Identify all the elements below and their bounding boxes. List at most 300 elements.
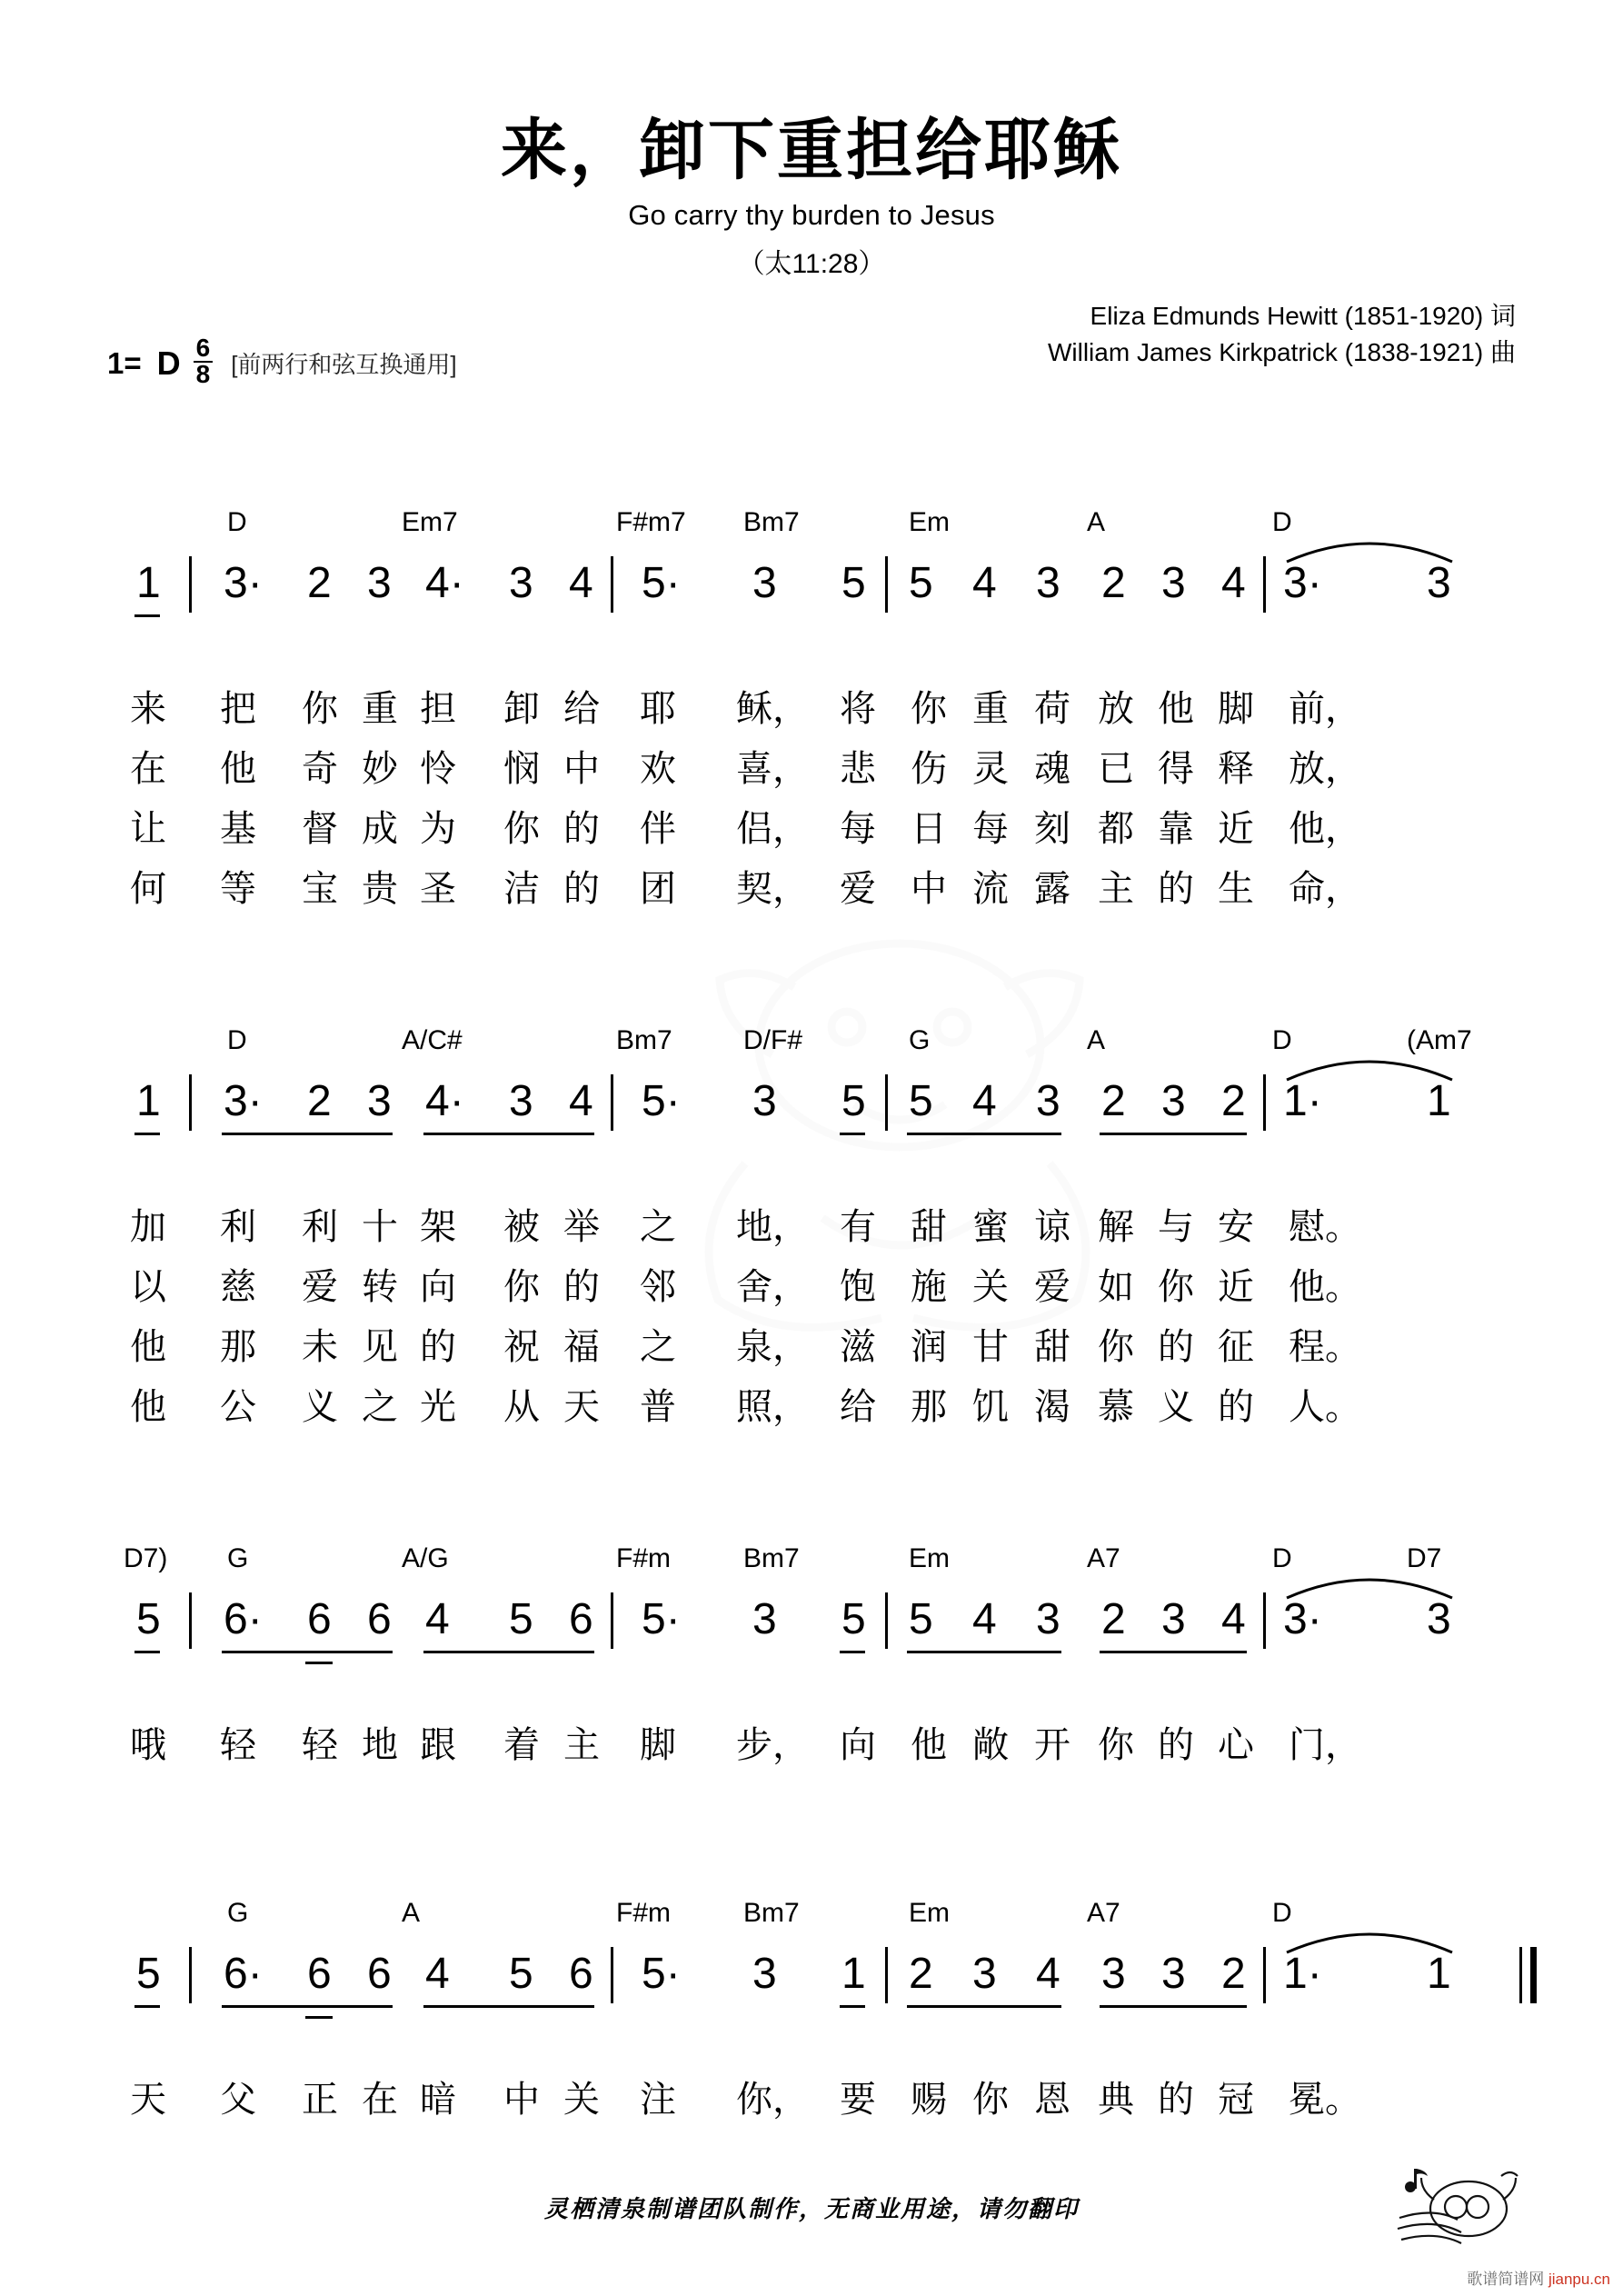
lyric-char: 贵 bbox=[362, 869, 398, 909]
note: 3 bbox=[1427, 1595, 1451, 1643]
lyric-char: 义 bbox=[302, 1387, 338, 1427]
lyric-char: 流 bbox=[972, 869, 1009, 909]
chord-symbol: D bbox=[1272, 1898, 1292, 1928]
chord-symbol: F#m bbox=[616, 1898, 671, 1928]
chord-symbol: Bm7 bbox=[616, 1025, 672, 1055]
beam-underline bbox=[907, 1133, 1061, 1135]
site-label: 歌谱简谱网 bbox=[1467, 2271, 1545, 2288]
chord-symbol: D bbox=[1272, 507, 1292, 537]
lyric-char: 甜 bbox=[1034, 1327, 1070, 1367]
lyric-char: 门， bbox=[1289, 1725, 1361, 1765]
chord-symbol: D/F# bbox=[743, 1025, 803, 1055]
lyric-char: 伴 bbox=[640, 809, 676, 849]
lyric-char: 祝 bbox=[503, 1327, 540, 1367]
lyric-char: 哦 bbox=[130, 1725, 166, 1765]
lyric-char: 魂 bbox=[1034, 749, 1070, 789]
note: 6· bbox=[224, 1595, 263, 1643]
lyric-char: 你 bbox=[503, 1267, 540, 1307]
beam-underline bbox=[907, 2005, 1061, 2008]
note: 5 bbox=[909, 1077, 933, 1125]
note: 2 bbox=[1101, 559, 1126, 607]
lyric-char: 父 bbox=[220, 2080, 256, 2120]
beam-underline-second bbox=[305, 1662, 333, 1664]
lyric-char: 圣 bbox=[420, 869, 456, 909]
beam-underline bbox=[423, 1133, 594, 1135]
chord-symbol: (Am7 bbox=[1407, 1025, 1472, 1055]
time-signature-numerator: 6 bbox=[195, 334, 211, 362]
lyric-char: 洁 bbox=[503, 869, 540, 909]
chord-symbol: G bbox=[909, 1025, 931, 1055]
lyric-char: 天 bbox=[563, 1387, 600, 1427]
lyric-char: 脚 bbox=[640, 1725, 676, 1765]
lyric-char: 已 bbox=[1098, 749, 1134, 789]
sheep-watermark-icon bbox=[636, 891, 1145, 1400]
barline bbox=[1263, 1074, 1266, 1131]
note: 4 bbox=[1221, 1595, 1246, 1643]
chord-symbol: G bbox=[227, 1898, 249, 1928]
note: 1 bbox=[841, 1950, 866, 1998]
site-watermark-credit bbox=[1467, 2266, 1610, 2289]
lyric-char: 步， bbox=[736, 1725, 809, 1765]
lyric-char: 程。 bbox=[1289, 1327, 1361, 1367]
barline bbox=[885, 1074, 888, 1131]
chord-symbol: D bbox=[1272, 1025, 1292, 1055]
lyric-char: 那 bbox=[911, 1387, 947, 1427]
lyric-char: 的 bbox=[1158, 869, 1194, 909]
key-and-time-signature bbox=[107, 334, 457, 389]
lyric-char: 地， bbox=[736, 1207, 809, 1247]
lyric-char: 慈 bbox=[220, 1267, 256, 1307]
lyric-char: 公 bbox=[220, 1387, 256, 1427]
lyric-char: 甘 bbox=[972, 1327, 1009, 1367]
lyric-char: 见 bbox=[362, 1327, 398, 1367]
note: 6 bbox=[569, 1595, 593, 1643]
note: 4 bbox=[972, 1595, 997, 1643]
pickup-note: 1 bbox=[136, 559, 161, 607]
beam-underline bbox=[1100, 2005, 1247, 2008]
lyric-char: 主 bbox=[563, 1725, 600, 1765]
lyric-char: 义 bbox=[1158, 1387, 1194, 1427]
chord-usage-note: [前两行和弦互换通用] bbox=[231, 351, 457, 379]
lyric-char: 爱 bbox=[1034, 1267, 1070, 1307]
page-title: 来，卸下重担给耶稣 bbox=[501, 114, 1122, 187]
lyric-char: 将 bbox=[840, 689, 876, 729]
lyric-char: 解 bbox=[1098, 1207, 1134, 1247]
lyric-char: 轻 bbox=[302, 1725, 338, 1765]
lyric-char: 蜜 bbox=[972, 1207, 1009, 1247]
lyric-char: 利 bbox=[302, 1207, 338, 1247]
lyric-char: 向 bbox=[420, 1267, 456, 1307]
lyric-char: 每 bbox=[840, 809, 876, 849]
lyric-char: 被 bbox=[503, 1207, 540, 1247]
note: 4 bbox=[569, 1077, 593, 1125]
lyric-char: 正 bbox=[302, 2080, 338, 2120]
chord-symbol: D bbox=[227, 1025, 247, 1055]
copyright-note: 灵栖清泉制谱团队制作，无商业用途，请勿翻印 bbox=[543, 2196, 1079, 2222]
lyric-char: 开 bbox=[1034, 1725, 1070, 1765]
lyric-char: 谅 bbox=[1034, 1207, 1070, 1247]
lyric-char: 关 bbox=[563, 2080, 600, 2120]
beam-underline bbox=[222, 1133, 393, 1135]
note: 3 bbox=[509, 1077, 533, 1125]
note: 6 bbox=[367, 1595, 392, 1643]
lyric-char: 架 bbox=[420, 1207, 456, 1247]
key-prefix: 1= bbox=[107, 345, 142, 380]
lyric-char: 团 bbox=[640, 869, 676, 909]
lyric-char: 如 bbox=[1098, 1267, 1134, 1307]
chord-symbol: Bm7 bbox=[743, 507, 800, 537]
lyric-char: 把 bbox=[220, 689, 256, 729]
lyric-char: 未 bbox=[302, 1327, 338, 1367]
note: 5· bbox=[642, 1077, 681, 1125]
note: 3 bbox=[1161, 559, 1186, 607]
lyric-char: 轻 bbox=[220, 1725, 256, 1765]
note: 4 bbox=[425, 1595, 450, 1643]
lyric-char: 释 bbox=[1218, 749, 1254, 789]
lyric-char: 督 bbox=[302, 809, 338, 849]
lyric-char: 地 bbox=[362, 1725, 398, 1765]
note: 3 bbox=[1161, 1595, 1186, 1643]
lyric-char: 耶 bbox=[640, 689, 676, 729]
lyric-char: 刻 bbox=[1034, 809, 1070, 849]
lyric-char: 的 bbox=[1158, 1725, 1194, 1765]
lyric-char: 悲 bbox=[840, 749, 876, 789]
lyric-char: 每 bbox=[972, 809, 1009, 849]
chord-symbol: Em bbox=[909, 1543, 950, 1573]
lyric-char: 伤 bbox=[911, 749, 947, 789]
barline bbox=[189, 1074, 192, 1131]
lyric-char: 安 bbox=[1218, 1207, 1254, 1247]
lyric-char: 注 bbox=[640, 2080, 676, 2120]
lyric-char: 放 bbox=[1098, 689, 1134, 729]
beam-underline bbox=[134, 614, 160, 617]
lyric-char: 暗 bbox=[420, 2080, 456, 2120]
lyric-char: 的 bbox=[563, 1267, 600, 1307]
chord-symbol: Em bbox=[909, 507, 950, 537]
lyric-char: 你 bbox=[1098, 1327, 1134, 1367]
note: 5 bbox=[841, 1077, 866, 1125]
beam-underline bbox=[1100, 1651, 1247, 1653]
lyric-char: 近 bbox=[1218, 1267, 1254, 1307]
lyric-char: 爱 bbox=[840, 869, 876, 909]
note: 3 bbox=[752, 1077, 777, 1125]
lyric-char: 天 bbox=[130, 2080, 166, 2120]
note: 2 bbox=[1101, 1595, 1126, 1643]
lyric-char: 赐 bbox=[911, 2080, 947, 2120]
lyric-char: 你， bbox=[736, 2080, 809, 2120]
note: 2 bbox=[1101, 1077, 1126, 1125]
lyric-char: 之 bbox=[362, 1387, 398, 1427]
lyric-char: 让 bbox=[130, 809, 166, 849]
note: 5 bbox=[509, 1595, 533, 1643]
lyric-char: 向 bbox=[840, 1725, 876, 1765]
note: 3 bbox=[1427, 559, 1451, 607]
lyric-char: 典 bbox=[1098, 2080, 1134, 2120]
lyric-char: 来 bbox=[130, 689, 166, 729]
lyric-char: 你 bbox=[503, 809, 540, 849]
lyric-char: 之 bbox=[640, 1327, 676, 1367]
lyric-char: 甜 bbox=[911, 1207, 947, 1247]
final-barline-thick bbox=[1530, 1947, 1537, 2003]
lyric-char: 利 bbox=[220, 1207, 256, 1247]
note: 3 bbox=[1101, 1950, 1126, 1998]
note: 3· bbox=[224, 559, 263, 607]
lyric-char: 命， bbox=[1289, 869, 1361, 909]
pickup-note: 5 bbox=[136, 1950, 161, 1998]
beam-underline-second bbox=[305, 2016, 333, 2019]
lyric-char: 侣， bbox=[736, 809, 809, 849]
note: 3· bbox=[224, 1077, 263, 1125]
note: 5 bbox=[841, 559, 866, 607]
lyric-char: 渴 bbox=[1034, 1387, 1070, 1427]
chord-symbol: A/C# bbox=[402, 1025, 463, 1055]
chord-symbol: D bbox=[1272, 1543, 1292, 1573]
lyric-char: 担 bbox=[420, 689, 456, 729]
barline bbox=[1263, 556, 1266, 613]
lyric-char: 灵 bbox=[972, 749, 1009, 789]
lyric-char: 奇 bbox=[302, 749, 338, 789]
beam-underline bbox=[840, 1651, 865, 1653]
lyric-char: 他 bbox=[130, 1327, 166, 1367]
note: 6· bbox=[224, 1950, 263, 1998]
beam-underline bbox=[423, 1651, 594, 1653]
lyric-char: 他 bbox=[220, 749, 256, 789]
lyric-char: 邻 bbox=[640, 1267, 676, 1307]
chord-symbol: Em bbox=[909, 1898, 950, 1928]
beam-underline bbox=[423, 2005, 594, 2008]
barline bbox=[189, 556, 192, 613]
note: 1 bbox=[1427, 1950, 1451, 1998]
lyric-char: 靠 bbox=[1158, 809, 1194, 849]
note: 3 bbox=[752, 559, 777, 607]
barline bbox=[611, 1074, 613, 1131]
beam-underline bbox=[222, 2005, 393, 2008]
note: 2 bbox=[1221, 1077, 1246, 1125]
lyric-char: 冠 bbox=[1218, 2080, 1254, 2120]
lyric-char: 卸 bbox=[503, 689, 540, 729]
chord-symbol-continuation: D7) bbox=[124, 1543, 168, 1573]
lyric-char: 都 bbox=[1098, 809, 1134, 849]
barline bbox=[611, 556, 613, 613]
lyric-char: 中 bbox=[911, 869, 947, 909]
credits bbox=[1048, 298, 1516, 371]
barline bbox=[611, 1592, 613, 1649]
barline bbox=[885, 1592, 888, 1649]
lyric-char: 的 bbox=[1218, 1387, 1254, 1427]
note: 4 bbox=[1036, 1950, 1060, 1998]
lyric-char: 近 bbox=[1218, 809, 1254, 849]
lyric-char: 光 bbox=[420, 1387, 456, 1427]
lyric-char: 的 bbox=[1158, 1327, 1194, 1367]
chord-symbol: A bbox=[402, 1898, 421, 1928]
barline bbox=[189, 1592, 192, 1649]
lyric-char: 冕。 bbox=[1289, 2080, 1361, 2120]
lyric-char: 何 bbox=[130, 869, 166, 909]
lyric-char: 的 bbox=[1158, 2080, 1194, 2120]
lyric-char: 中 bbox=[503, 2080, 540, 2120]
lyricist-credit: Eliza Edmunds Hewitt (1851-1920) 词 bbox=[1090, 302, 1516, 330]
sheep-stamp-icon bbox=[1390, 2161, 1527, 2261]
lyric-char: 照， bbox=[736, 1387, 809, 1427]
lyric-char: 的 bbox=[563, 809, 600, 849]
lyric-char: 与 bbox=[1158, 1207, 1194, 1247]
lyric-char: 慕 bbox=[1098, 1387, 1134, 1427]
lyric-char: 跟 bbox=[420, 1725, 456, 1765]
lyric-char: 你 bbox=[1158, 1267, 1194, 1307]
lyric-char: 他 bbox=[911, 1725, 947, 1765]
note: 6 bbox=[307, 1595, 332, 1643]
lyric-char: 爱 bbox=[302, 1267, 338, 1307]
note: 3 bbox=[752, 1950, 777, 1998]
note: 3 bbox=[367, 1077, 392, 1125]
lyric-char: 你 bbox=[972, 2080, 1009, 2120]
note: 1 bbox=[1427, 1077, 1451, 1125]
chord-symbol: G bbox=[227, 1543, 249, 1573]
lyric-char: 泉， bbox=[736, 1327, 809, 1367]
note: 1· bbox=[1283, 1950, 1322, 1998]
lyric-char: 欢 bbox=[640, 749, 676, 789]
chord-symbol: A7 bbox=[1087, 1543, 1120, 1573]
final-barline-thin bbox=[1519, 1947, 1522, 2003]
note: 2 bbox=[307, 559, 332, 607]
lyric-char: 恩 bbox=[1034, 2080, 1070, 2120]
lyric-char: 生 bbox=[1218, 869, 1254, 909]
lyric-char: 稣， bbox=[736, 689, 809, 729]
note: 1· bbox=[1283, 1077, 1322, 1125]
lyric-char: 基 bbox=[220, 809, 256, 849]
lyric-char: 你 bbox=[911, 689, 947, 729]
lyric-char: 你 bbox=[302, 689, 338, 729]
note: 5 bbox=[841, 1595, 866, 1643]
lyric-char: 加 bbox=[130, 1207, 166, 1247]
lyric-char: 福 bbox=[563, 1327, 600, 1367]
note: 5 bbox=[909, 559, 933, 607]
note: 3· bbox=[1283, 1595, 1322, 1643]
lyric-char: 舍， bbox=[736, 1267, 809, 1307]
lyric-char: 重 bbox=[362, 689, 398, 729]
note: 4 bbox=[972, 559, 997, 607]
lyric-char: 饥 bbox=[972, 1387, 1009, 1427]
lyric-char: 关 bbox=[972, 1267, 1009, 1307]
beam-underline bbox=[222, 1651, 393, 1653]
note: 3 bbox=[752, 1595, 777, 1643]
lyric-char: 从 bbox=[503, 1387, 540, 1427]
lyric-char: 他。 bbox=[1289, 1267, 1361, 1307]
note: 2 bbox=[1221, 1950, 1246, 1998]
page-subtitle-english: Go carry thy burden to Jesus bbox=[628, 198, 995, 231]
note: 5 bbox=[509, 1950, 533, 1998]
lyric-char: 日 bbox=[911, 809, 947, 849]
beam-underline bbox=[134, 1651, 160, 1653]
note: 5 bbox=[909, 1595, 933, 1643]
beam-underline bbox=[134, 1133, 160, 1135]
lyric-char: 十 bbox=[362, 1207, 398, 1247]
lyric-char: 他 bbox=[1158, 689, 1194, 729]
chord-symbol: A/G bbox=[402, 1543, 449, 1573]
chord-symbol: F#m bbox=[616, 1543, 671, 1573]
lyric-char: 妙 bbox=[362, 749, 398, 789]
lyric-char: 慰。 bbox=[1289, 1207, 1361, 1247]
lyric-char: 宝 bbox=[302, 869, 338, 909]
note: 4· bbox=[425, 1077, 464, 1125]
time-signature bbox=[194, 336, 214, 387]
note: 6 bbox=[569, 1950, 593, 1998]
lyric-char: 悯 bbox=[503, 749, 540, 789]
note: 5· bbox=[642, 1950, 681, 1998]
chord-symbol: A bbox=[1087, 507, 1106, 537]
note: 5· bbox=[642, 559, 681, 607]
chord-symbol: Bm7 bbox=[743, 1543, 800, 1573]
note: 3 bbox=[367, 559, 392, 607]
lyric-char: 契， bbox=[736, 869, 809, 909]
lyric-char: 脚 bbox=[1218, 689, 1254, 729]
chord-symbol: Em7 bbox=[402, 507, 458, 537]
key-name: D bbox=[156, 344, 181, 382]
lyric-char: 荷 bbox=[1034, 689, 1070, 729]
lyric-char: 敞 bbox=[972, 1725, 1009, 1765]
beam-underline bbox=[134, 2005, 160, 2008]
lyric-char: 以 bbox=[130, 1267, 166, 1307]
scripture-reference: （太11:28） bbox=[737, 248, 886, 279]
lyric-char: 喜， bbox=[736, 749, 809, 789]
lyric-char: 饱 bbox=[840, 1267, 876, 1307]
note: 4 bbox=[569, 559, 593, 607]
lyric-char: 人。 bbox=[1289, 1387, 1361, 1427]
composer-credit: William James Kirkpatrick (1838-1921) 曲 bbox=[1047, 337, 1516, 366]
note: 4· bbox=[425, 559, 464, 607]
lyric-char: 得 bbox=[1158, 749, 1194, 789]
lyric-char: 中 bbox=[563, 749, 600, 789]
beam-underline bbox=[1100, 1133, 1247, 1135]
pickup-note: 1 bbox=[136, 1077, 161, 1125]
chord-symbol: Bm7 bbox=[743, 1898, 800, 1928]
lyric-char: 要 bbox=[840, 2080, 876, 2120]
barline bbox=[885, 556, 888, 613]
chord-symbol: D7 bbox=[1407, 1543, 1442, 1573]
lyric-char: 前， bbox=[1289, 689, 1361, 729]
lyric-char: 着 bbox=[503, 1725, 540, 1765]
chord-symbol: D bbox=[227, 507, 247, 537]
note: 3 bbox=[1036, 1595, 1060, 1643]
time-signature-denominator: 8 bbox=[194, 361, 214, 387]
pickup-note: 5 bbox=[136, 1595, 161, 1643]
lyric-char: 心 bbox=[1218, 1725, 1254, 1765]
lyric-char: 征 bbox=[1218, 1327, 1254, 1367]
lyric-char: 怜 bbox=[420, 749, 456, 789]
lyric-char: 重 bbox=[972, 689, 1009, 729]
beam-underline bbox=[907, 1651, 1061, 1653]
beam-underline bbox=[840, 1133, 865, 1135]
barline bbox=[1263, 1947, 1266, 2003]
note: 4 bbox=[1221, 559, 1246, 607]
lyric-char: 滋 bbox=[840, 1327, 876, 1367]
note: 3 bbox=[972, 1950, 997, 1998]
lyric-char: 放， bbox=[1289, 749, 1361, 789]
barline bbox=[1263, 1592, 1266, 1649]
lyric-char: 在 bbox=[130, 749, 166, 789]
lyric-char: 那 bbox=[220, 1327, 256, 1367]
lyric-char: 为 bbox=[420, 809, 456, 849]
lyric-char: 转 bbox=[362, 1267, 398, 1307]
lyric-char: 施 bbox=[911, 1267, 947, 1307]
lyric-char: 举 bbox=[563, 1207, 600, 1247]
note: 2 bbox=[909, 1950, 933, 1998]
note: 3 bbox=[1161, 1950, 1186, 1998]
note: 4 bbox=[972, 1077, 997, 1125]
barline bbox=[189, 1947, 192, 2003]
note: 5· bbox=[642, 1595, 681, 1643]
barline bbox=[885, 1947, 888, 2003]
